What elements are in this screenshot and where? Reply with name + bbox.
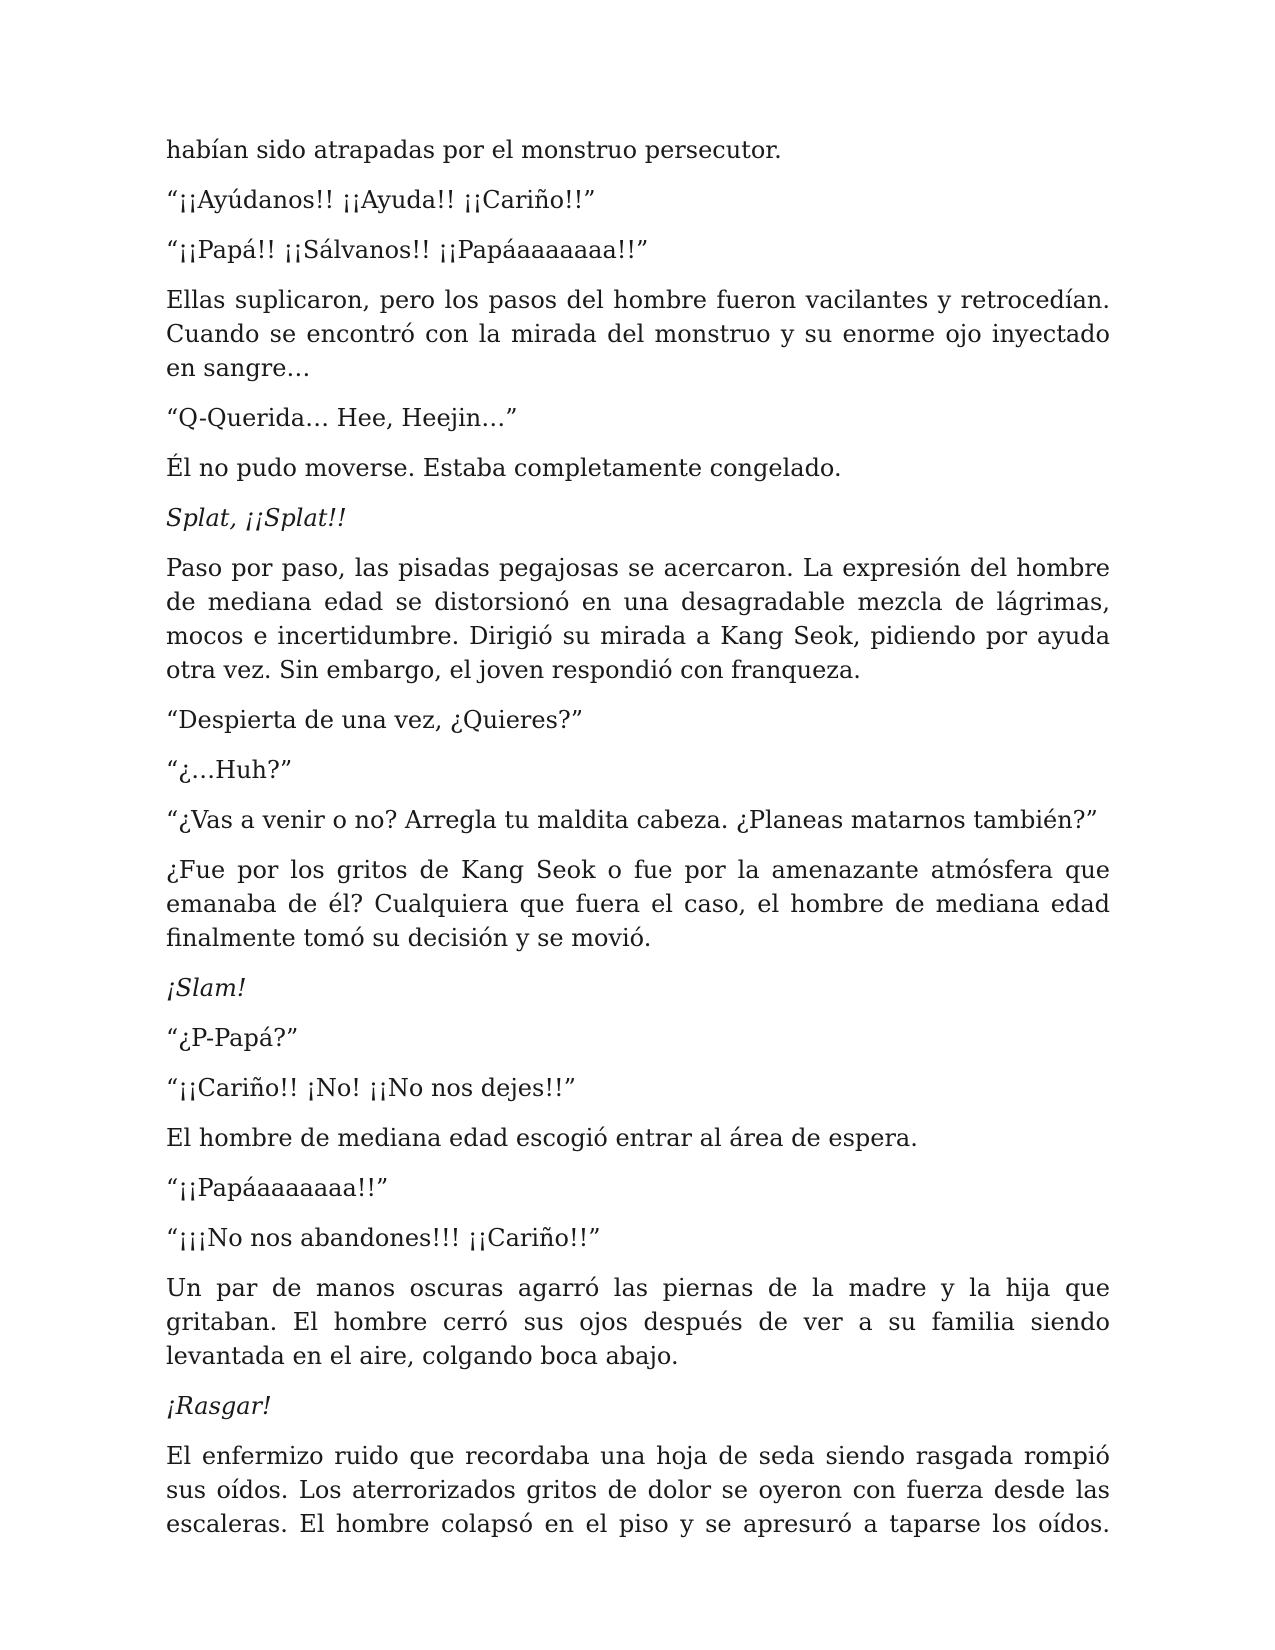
paragraph: ¿Fue por los gritos de Kang Seok o fue por la amenazante atmósfera que emanaba de él? Cualquiera que fuera el caso, el hombre de mediana edad finalmente tomó su decisión y se movió. [166,856,1110,952]
paragraph: El enfermizo ruido que recordaba una hoja de seda siendo rasgada rompió sus oídos. Los aterrorizados gritos de dolor se oyeron con fuerza desde las escaleras. El hombre colapsó en el piso y se apresuró a taparse los oídos. [166,1442,1110,1538]
dialogue-line: “¿P-Papá?” [166,1024,299,1052]
dialogue-line: “Q-Querida… Hee, Heejin…” [166,404,518,432]
dialogue-line: “¿…Huh?” [166,756,293,784]
dialogue-line: “¡¡Cariño!! ¡No! ¡¡No nos dejes!!” [166,1074,576,1102]
paragraph: Un par de manos oscuras agarró las piernas de la madre y la hija que gritaban. El hombre cerró sus ojos después de ver a su familia siendo levantada en el aire, colgando boca abajo. [166,1274,1110,1370]
paragraph: habían sido atrapadas por el monstruo persecutor. [166,136,782,164]
dialogue-line: “¡¡Papáaaaaaaa!!” [166,1174,389,1202]
paragraph: El hombre de mediana edad escogió entrar al área de espera. [166,1124,918,1152]
sound-effect: Splat, ¡¡Splat!! [166,504,347,532]
paragraph: Él no pudo moverse. Estaba completamente congelado. [166,454,842,482]
sound-effect: ¡Rasgar! [166,1392,272,1420]
dialogue-line: “¡¡Papá!! ¡¡Sálvanos!! ¡¡Papáaaaaaaa!!” [166,236,649,264]
dialogue-line: “¡¡Ayúdanos!! ¡¡Ayuda!! ¡¡Cariño!!” [166,186,596,214]
body-text [166,133,1110,1557]
dialogue-line: “¿Vas a venir o no? Arregla tu maldita cabeza. ¿Planeas matarnos también?” [166,806,1098,834]
dialogue-line: “¡¡¡No nos abandones!!! ¡¡Cariño!!” [166,1224,601,1252]
paragraph: Paso por paso, las pisadas pegajosas se acercaron. La expresión del hombre de mediana edad se distorsionó en una desagradable mezcla de lágrimas, mocos e incertidumbre. Dirigió su mirada a Kang Seok, pidiendo por ayuda otra vez. Sin embargo, el joven respondió con franqueza. [166,554,1110,684]
sound-effect: ¡Slam! [166,974,247,1002]
paragraph: Ellas suplicaron, pero los pasos del hombre fueron vacilantes y retrocedían. Cuando se encontró con la mirada del monstruo y su enorme ojo inyectado en sangre… [166,286,1110,382]
dialogue-line: “Despierta de una vez, ¿Quieres?” [166,706,584,734]
